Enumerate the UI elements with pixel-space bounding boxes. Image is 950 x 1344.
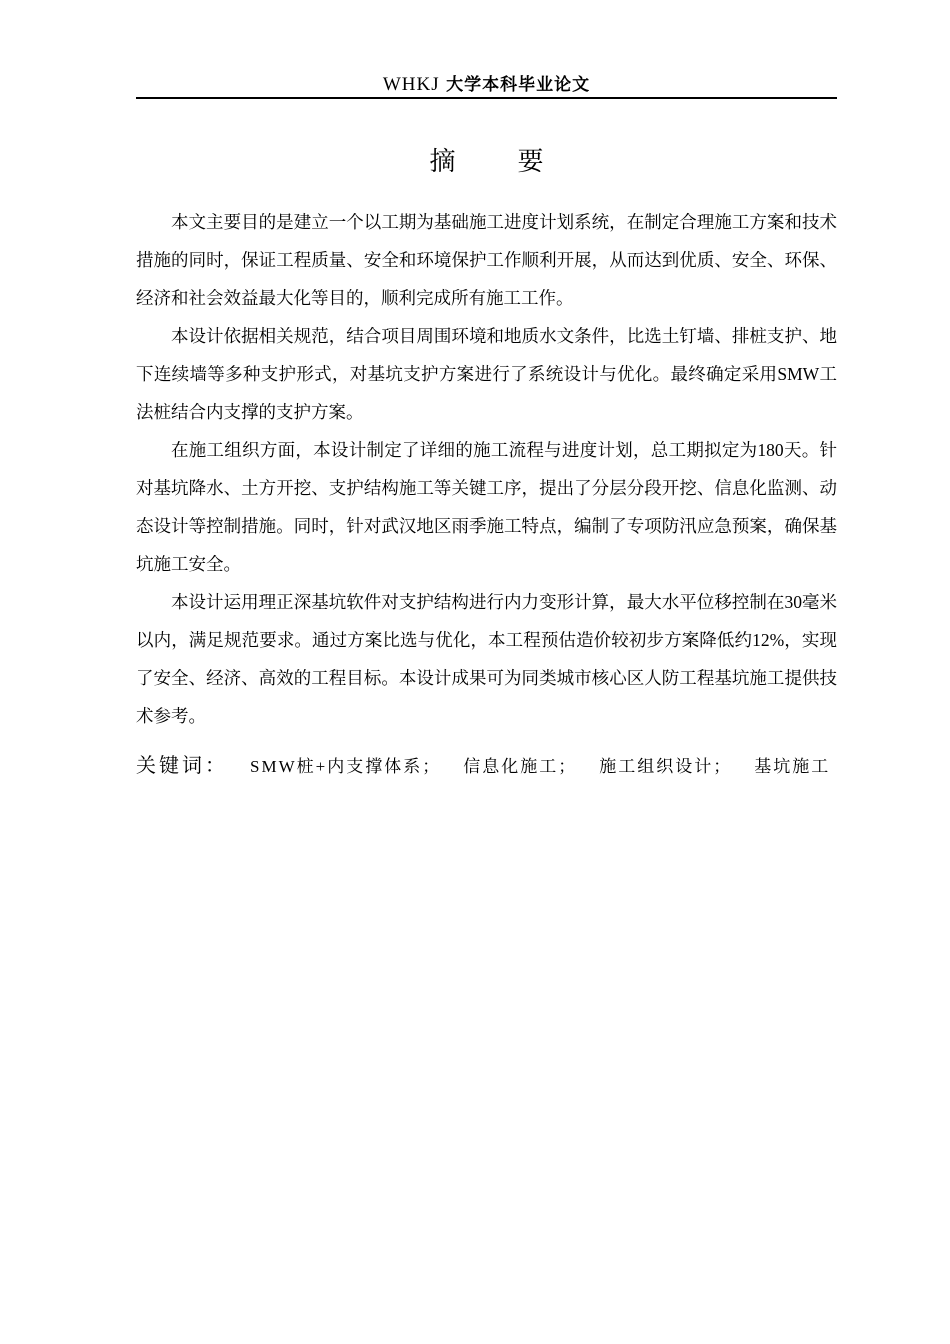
keywords-line [136,752,837,780]
keywords-label: 关键词： [136,753,228,777]
abstract-body [136,203,837,735]
keyword-item: 施工组织设计； [599,757,733,776]
abstract-paragraph-2: 本设计依据相关规范，结合项目周围环境和地质水文条件，比选土钉墙、排桩支护、地下连续墙等多种支护形式，对基坑支护方案进行了系统设计与优化。最终确定采用SMW工法桩结合内支撑的支护方案。 [136,326,837,422]
header-title: 大学本科毕业论文 [446,75,591,95]
abstract-paragraph-4: 本设计运用理正深基坑软件对支护结构进行内力变形计算，最大水平位移控制在30毫米以内，满足规范要求。通过方案比选与优化，本工程预估造价较初步方案降低约12%，实现了安全、经济、高效的工程目标。本设计成果可为同类城市核心区人防工程基坑施工提供技术参考。 [136,592,837,726]
abstract-title-char-1: 摘 [429,147,456,177]
header-code: WHKJ [382,74,440,95]
abstract-title [136,142,837,182]
keyword-item: 信息化施工； [463,757,578,776]
running-header [136,70,837,98]
abstract-paragraph-1: 本文主要目的是建立一个以工期为基础施工进度计划系统，在制定合理施工方案和技术措施的同时，保证工程质量、安全和环境保护工作顺利开展，从而达到优质、安全、环保、经济和社会效益最大化等目的，顺利完成所有施工工作。 [136,212,837,308]
keyword-item: 基坑施工 [754,757,831,776]
abstract-paragraph-3: 在施工组织方面，本设计制定了详细的施工流程与进度计划，总工期拟定为180天。针对基坑降水、土方开挖、支护结构施工等关键工序，提出了分层分段开挖、信息化监测、动态设计等控制措施。同时，针对武汉地区雨季施工特点，编制了专项防汛应急预案，确保基坑施工安全。 [136,440,837,574]
abstract-title-char-2: 要 [517,147,544,177]
header-rule [136,97,837,99]
keyword-item: SMW桩+内支撑体系； [250,757,442,776]
